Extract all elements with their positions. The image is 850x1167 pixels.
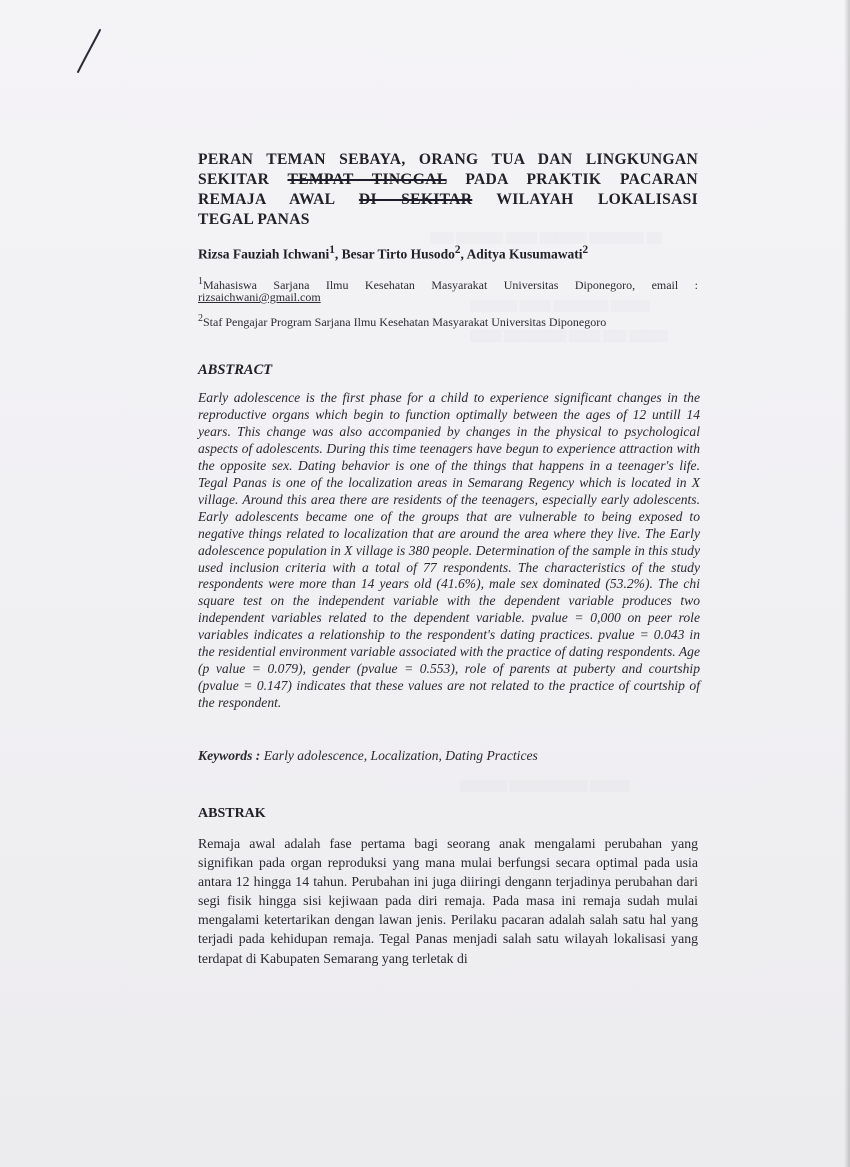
affiliation-1-text: Mahasiswa Sarjana Ilmu Kesehatan Masyarakat Universitas Diponegoro, email :: [203, 278, 698, 292]
author-separator: ,: [460, 246, 467, 262]
author-superscript-1: 1: [329, 244, 335, 256]
pen-tick-mark-icon: [74, 28, 104, 74]
page-edge-shadow: [844, 0, 850, 1167]
title-line-3: [198, 190, 698, 210]
author-name-1: Rizsa Fauziah Ichwani: [198, 246, 330, 262]
affiliation-2-text: Staf Pengajar Program Sarjana Ilmu Kesehatan Masyarakat Universitas Diponegoro: [203, 315, 607, 329]
keywords-label: Keywords :: [198, 748, 261, 763]
author-name-2: Besar Tirto Husodo: [341, 246, 455, 262]
title-struck-text-1: TEMPAT TINGGAL: [287, 171, 447, 188]
abstract-body: Early adolescence is the first phase for a child to experience significant changes in the reproductive organs which begin to function optimally between the ages of 12 untill 14 years. This change was also accompanied by changes in the physical to psychological aspects of adolescents. During this time teenagers have begun to experience attraction with the opposite sex. Dating behavior is one of the things that happens in a teenager's life. Tegal Panas is one of the localization areas in Semarang Regency which is located in X village. Around this area there are residents of the teenagers, especially early adolescents. Early adolescents became one of the groups that are vulnerable to being exposed to negative things related to localization that are around the area where they live. The Early adolescence population in X village is 380 people. Determination of the sample in this study used inclusion criteria with a total of 77 respondents. The characteristics of the study respondents were more than 14 years old (41.6%), male sex dominated (53.2%). The chi square test on the independent variable with the dependent variable produces two independent variables related to the dependent variable. pvalue = 0,000 on peer role variables indicates a relationship to the respondent's dating practices. pvalue = 0.043 in the residential environment variable associated with the practice of dating respondents. Age (p value = 0.079), gender (pvalue = 0.553), role of parents at puberty and courtship (pvalue = 0.147) indicates that these values are not related to the practice of courtship of the respondent.: [198, 390, 700, 711]
title-struck-text-2: DI SEKITAR: [358, 191, 473, 208]
affiliation-2: [198, 313, 718, 330]
keywords-text: Early adolescence, Localization, Dating Practices: [260, 748, 538, 763]
author-separator: ,: [334, 246, 342, 262]
affiliation-1-marker: 1: [198, 276, 203, 287]
title-line-4: TEGAL PANAS: [198, 211, 310, 228]
author-superscript-2: 2: [454, 244, 461, 256]
title-line-1: PERAN TEMAN SEBAYA, ORANG TUA DAN LINGKUNGAN: [198, 151, 698, 168]
bleed-through-text: ▒▒▒▒▒▒ ▒▒▒▒ ▒▒▒▒▒▒▒ ▒▒▒▒▒: [470, 300, 650, 312]
bleed-through-text: ▒▒▒▒▒▒ ▒▒▒▒▒▒▒▒▒▒ ▒▒▒▒▒: [460, 780, 630, 792]
abstrak-heading: ABSTRAK: [198, 806, 266, 821]
author-list: [198, 244, 698, 263]
title-line-3-prefix: REMAJA AWAL: [198, 191, 335, 208]
bleed-through-text: ▒▒▒ ▒▒▒▒▒▒ ▒▒▒▒ ▒▒▒▒▒▒ ▒▒▒▒▒▒▒ ▒▒: [430, 232, 662, 244]
keywords-line: [198, 748, 700, 764]
title-line-2-suffix: PADA PRAKTIK PACARAN: [465, 171, 698, 188]
author-email-link[interactable]: rizsaichwani@gmail.com: [198, 290, 321, 304]
abstrak-body: Remaja awal adalah fase pertama bagi seorang anak mengalami perubahan yang signifikan pada organ reproduksi yang mana mulai berfungsi secara optimal pada usia antara 12 hingga 14 tahun. Perubahan ini juga diiringi dengann terjadinya perubahan dari segi fisik hingga sisi kejiwaan pada diri remaja. Pada masa ini remaja sudah mulai mengalami ketertarikan dengan lawan jenis. Perilaku pacaran adalah salah satu hal yang terjadi pada kehidupan remaja. Tegal Panas menjadi salah satu wilayah lokalisasi yang terdapat di Kabupaten Semarang yang terletak di: [198, 836, 698, 966]
title-line-2-prefix: SEKITAR: [198, 171, 270, 188]
title-line-2: [198, 170, 698, 190]
bleed-through-text: ▒▒▒▒ ▒▒▒▒▒▒▒▒ ▒▒▒▒ ▒▒▒ ▒▒▒▒▒: [470, 330, 669, 342]
author-name-3: Aditya Kusumawati: [466, 246, 583, 262]
title-line-3-suffix: WILAYAH LOKALISASI: [496, 191, 699, 208]
paper-title: [198, 150, 698, 230]
abstract-heading: ABSTRACT: [198, 362, 273, 378]
affiliation-2-marker: 2: [198, 313, 203, 324]
author-superscript-3: 2: [582, 244, 589, 256]
